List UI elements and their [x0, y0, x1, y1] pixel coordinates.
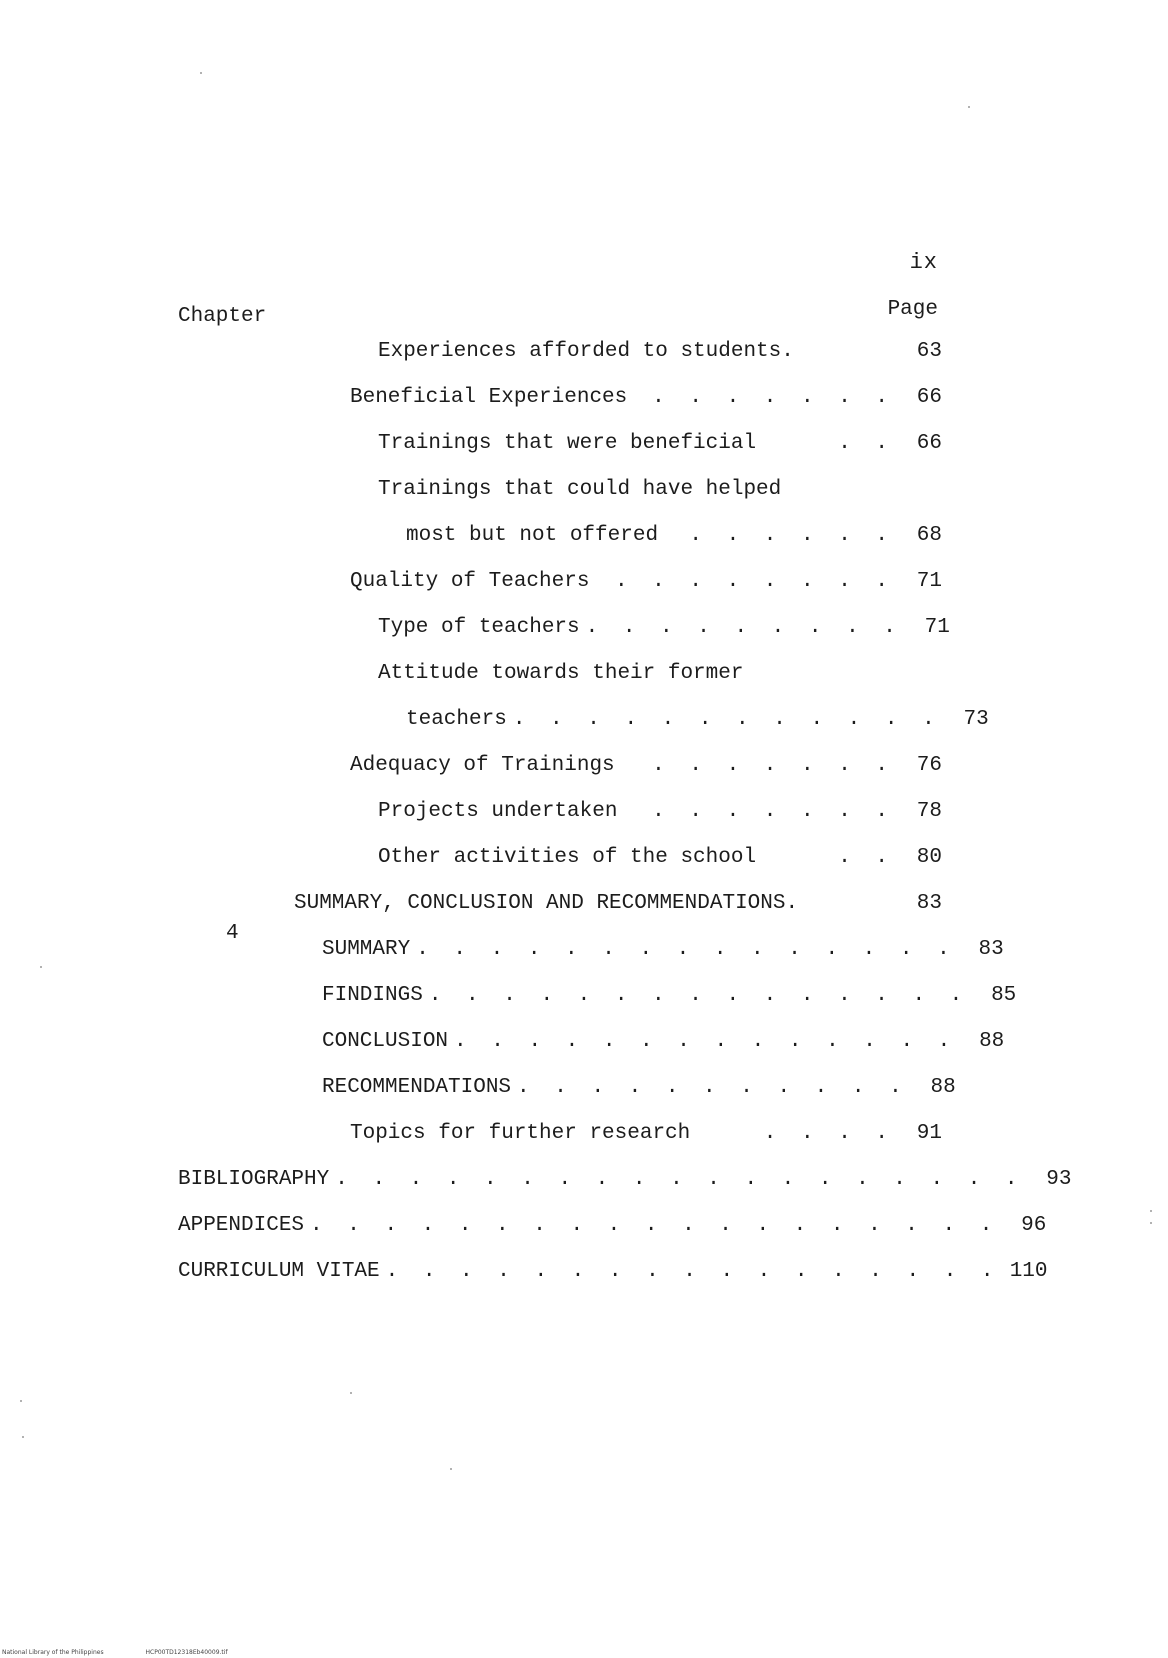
toc-entry: [350, 1122, 942, 1152]
toc-entry: [178, 1260, 1048, 1290]
toc-leader-dots: . . . . . . . . . . . . . . .: [428, 984, 969, 1007]
toc-entry: [378, 662, 942, 692]
toc-leader-dots: . .: [838, 846, 894, 869]
toc-entry-label: CURRICULUM VITAE: [178, 1260, 380, 1283]
toc-entry-page: 78: [916, 800, 942, 823]
toc-entry: [322, 938, 1004, 968]
toc-leader-dots: . . . . . . . . . . . . . . . . .: [385, 1260, 1000, 1283]
toc-entry: [378, 432, 942, 462]
toc-entry-page: 80: [916, 846, 942, 869]
toc-entry: [378, 478, 942, 508]
toc-entry-page: 91: [916, 1122, 942, 1145]
toc-entry-label: Trainings that were beneficial: [378, 432, 757, 455]
toc-entry: [350, 754, 942, 784]
scan-speck: [22, 1436, 24, 1438]
toc-entry: [378, 846, 942, 876]
toc-entry-page: 93: [1046, 1168, 1072, 1191]
toc-entry: [322, 1030, 1005, 1060]
toc-entry-page: 63: [916, 340, 942, 363]
footer-file-id: HCP00TD12318Eb40009.tif: [145, 1649, 228, 1656]
toc-entry-page: 83: [916, 892, 942, 915]
toc-leader-dots: . . . . . . . .: [614, 570, 894, 593]
toc-entry-label: Adequacy of Trainings: [350, 754, 615, 777]
toc-leader-dots: . . . . . . . . . . . . . . . . . . .: [335, 1168, 1024, 1191]
toc-leader-dots: . . . . . . . . . . . . . . . . . . .: [310, 1214, 999, 1237]
toc-leader-dots: . .: [838, 432, 894, 455]
toc-entry-page: 71: [916, 570, 942, 593]
toc-entry-page: 73: [963, 708, 989, 731]
toc-entry: [322, 984, 1017, 1014]
toc-entry-label: CONCLUSION: [322, 1030, 449, 1053]
toc-entry-label: RECOMMENDATIONS: [322, 1076, 512, 1099]
scan-footer: [2, 1649, 268, 1656]
toc-entry-label: FINDINGS: [322, 984, 423, 1007]
scan-speck: [968, 106, 970, 108]
toc-entry: [178, 1168, 1072, 1198]
toc-entry-label: Projects undertaken: [378, 800, 618, 823]
toc-entry-page: 66: [916, 386, 942, 409]
toc-leader-dots: . . . . . . . . . . . . . . .: [416, 938, 956, 961]
scan-speck: [200, 72, 202, 74]
toc-entry-label: SUMMARY, CONCLUSION AND RECOMMENDATIONS.: [294, 892, 799, 915]
toc-chapter-entry: [294, 892, 942, 922]
toc-entry: [406, 708, 989, 738]
toc-entry-page: 88: [930, 1076, 956, 1099]
scan-speck: [40, 966, 42, 968]
toc-entry-label: APPENDICES: [178, 1214, 305, 1237]
toc-entry: [378, 340, 942, 370]
toc-entry-page: 88: [979, 1030, 1005, 1053]
chapter-number: 4: [226, 922, 239, 945]
toc-leader-dots: . . . . . . .: [652, 386, 894, 409]
scan-speck: [350, 1392, 352, 1394]
toc-leader-dots: . . . . . . . . . . .: [517, 1076, 908, 1099]
page-number: ix: [909, 250, 938, 275]
toc-leader-dots: . . . . . .: [689, 524, 894, 547]
toc-entry-page: 71: [924, 616, 950, 639]
toc-entry-label: teachers: [406, 708, 507, 731]
toc-entry-label: most but not offered: [406, 524, 659, 547]
toc-entry: [350, 570, 942, 600]
toc-entry-label: Quality of Teachers: [350, 570, 590, 593]
toc-entry: [378, 800, 942, 830]
toc-leader-dots: . . . . . . . . .: [585, 616, 902, 639]
toc-entry-label: Trainings that could have helped: [378, 478, 782, 501]
toc-leader-dots: . . . . . . .: [652, 800, 894, 823]
scan-speck: [450, 1468, 452, 1470]
toc-entry: [406, 524, 942, 554]
chapter-column-header: Chapter: [178, 305, 267, 328]
toc-entry-page: 83: [978, 938, 1004, 961]
footer-library-name: National Library of the Philippines: [2, 1649, 104, 1656]
toc-leader-dots: . . . .: [763, 1122, 894, 1145]
toc-entry-label: Topics for further research: [350, 1122, 691, 1145]
toc-entry-label: Beneficial Experiences: [350, 386, 628, 409]
scan-speck: [1150, 1222, 1152, 1224]
toc-leader-dots: . . . . . . .: [652, 754, 894, 777]
toc-entry: [378, 616, 950, 646]
toc-entry-label: Other activities of the school: [378, 846, 757, 869]
toc-entry-label: Type of teachers: [378, 616, 580, 639]
toc-entry-page: 110: [1009, 1260, 1048, 1283]
toc-leader-dots: . . . . . . . . . . . .: [512, 708, 941, 731]
toc-entry-label: SUMMARY: [322, 938, 411, 961]
toc-entry-page: 85: [991, 984, 1017, 1007]
toc-entry-page: 68: [916, 524, 942, 547]
toc-entry-label: Attitude towards their former: [378, 662, 744, 685]
toc-entry-label: BIBLIOGRAPHY: [178, 1168, 330, 1191]
toc-leader-dots: . . . . . . . . . . . . . .: [454, 1030, 957, 1053]
toc-entry: [322, 1076, 956, 1106]
page-column-header: Page: [887, 298, 938, 321]
toc-entry-page: 76: [916, 754, 942, 777]
toc-entry: [350, 386, 942, 416]
toc-entry-page: 66: [916, 432, 942, 455]
toc-entry: [178, 1214, 1047, 1244]
toc-entry-label: Experiences afforded to students.: [378, 340, 794, 363]
scan-speck: [1150, 1210, 1152, 1212]
scan-speck: [20, 1400, 22, 1402]
toc-entry-page: 96: [1021, 1214, 1047, 1237]
